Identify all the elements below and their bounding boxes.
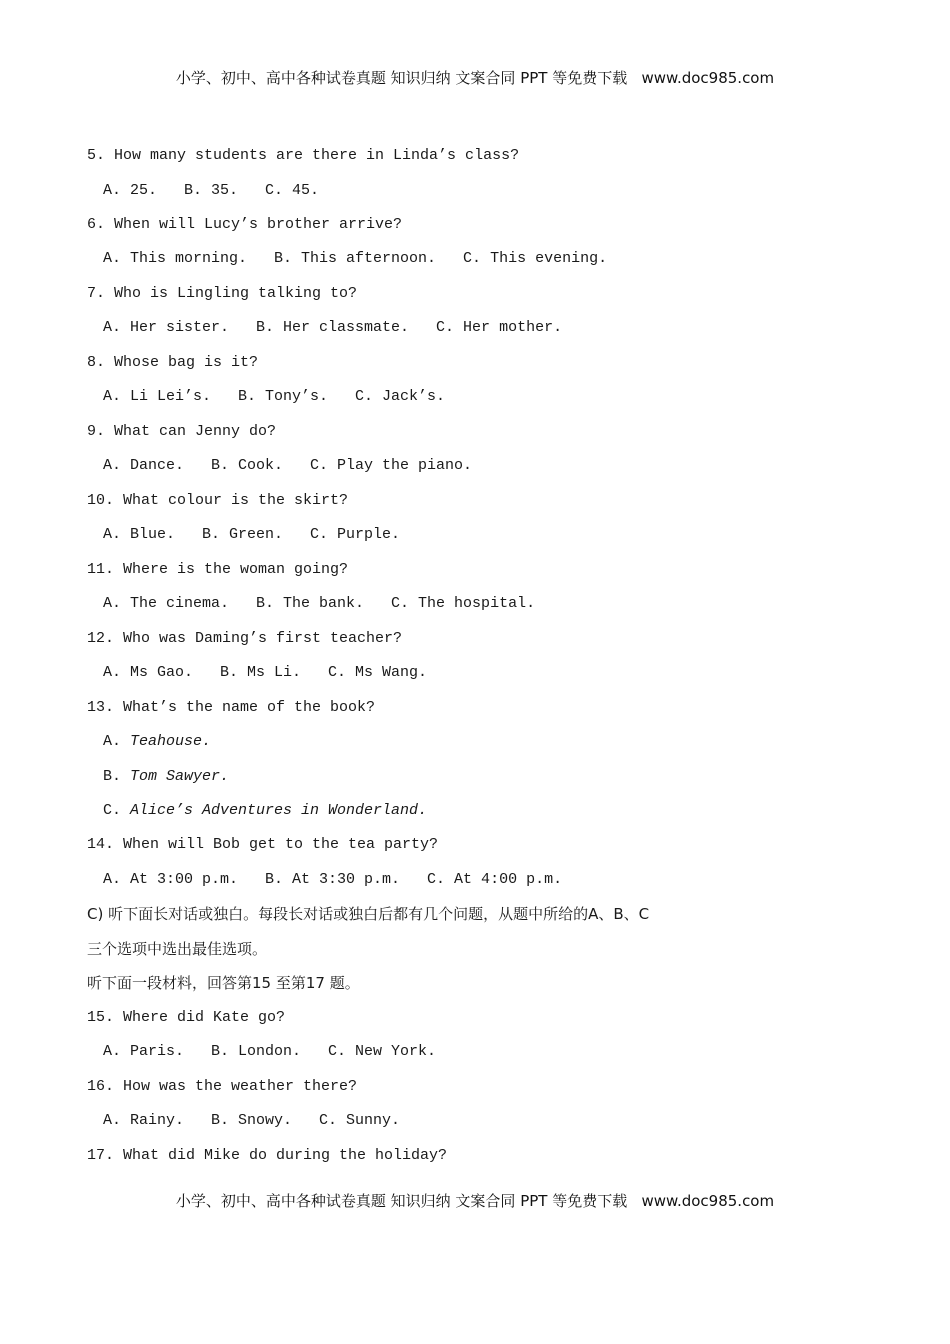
- question-13-option-a: [103, 730, 211, 754]
- question-9-options: A. Dance. B. Cook. C. Play the piano.: [103, 457, 473, 474]
- page-header: 小学、初中、高中各种试卷真题 知识归纳 文案合同 PPT 等免费下载 www.doc985.com: [175, 69, 775, 87]
- question-16: 16. How was the weather there?: [87, 1078, 358, 1095]
- book-title: Alice’s Adventures in Wonderland.: [130, 802, 428, 819]
- question-13: 13. What’s the name of the book?: [87, 699, 376, 716]
- question-5: 5. How many students are there in Linda’s class?: [87, 147, 520, 164]
- option-label: C.: [103, 802, 131, 819]
- page-footer: 小学、初中、高中各种试卷真题 知识归纳 文案合同 PPT 等免费下载 www.doc985.com: [175, 1192, 775, 1210]
- book-title: Teahouse.: [130, 733, 212, 750]
- question-12: 12. Who was Daming’s first teacher?: [87, 630, 403, 647]
- question-6-options: A. This morning. B. This afternoon. C. This evening.: [103, 250, 608, 267]
- question-6: 6. When will Lucy’s brother arrive?: [87, 216, 403, 233]
- option-label: B.: [103, 768, 131, 785]
- question-11: 11. Where is the woman going?: [87, 561, 349, 578]
- question-16-options: A. Rainy. B. Snowy. C. Sunny.: [103, 1112, 401, 1129]
- question-13-option-b: [103, 765, 229, 789]
- question-7: 7. Who is Lingling talking to?: [87, 285, 358, 302]
- question-8: 8. Whose bag is it?: [87, 354, 259, 371]
- question-8-options: A. Li Lei’s. B. Tony’s. C. Jack’s.: [103, 388, 446, 405]
- section-c-group-note: 听下面一段材料，回答第15 至第17 题。: [87, 974, 360, 992]
- question-14-options: A. At 3:00 p.m. B. At 3:30 p.m. C. At 4:00 p.m.: [103, 871, 563, 888]
- book-title: Tom Sawyer.: [130, 768, 230, 785]
- question-9: 9. What can Jenny do?: [87, 423, 277, 440]
- question-17: 17. What did Mike do during the holiday?: [87, 1147, 448, 1164]
- question-14: 14. When will Bob get to the tea party?: [87, 836, 439, 853]
- question-15-options: A. Paris. B. London. C. New York.: [103, 1043, 437, 1060]
- option-label: A.: [103, 733, 131, 750]
- question-5-options: A. 25. B. 35. C. 45.: [103, 182, 320, 199]
- section-c-instruction-line-2: 三个选项中选出最佳选项。: [87, 940, 268, 958]
- question-10: 10. What colour is the skirt?: [87, 492, 349, 509]
- question-12-options: A. Ms Gao. B. Ms Li. C. Ms Wang.: [103, 664, 428, 681]
- question-13-option-c: [103, 799, 427, 823]
- question-11-options: A. The cinema. B. The bank. C. The hospital.: [103, 595, 536, 612]
- question-10-options: A. Blue. B. Green. C. Purple.: [103, 526, 401, 543]
- section-c-instruction-line-1: C) 听下面长对话或独白。每段长对话或独白后都有几个问题，从题中所给的A、B、C: [87, 905, 650, 923]
- question-15: 15. Where did Kate go?: [87, 1009, 286, 1026]
- question-7-options: A. Her sister. B. Her classmate. C. Her mother.: [103, 319, 563, 336]
